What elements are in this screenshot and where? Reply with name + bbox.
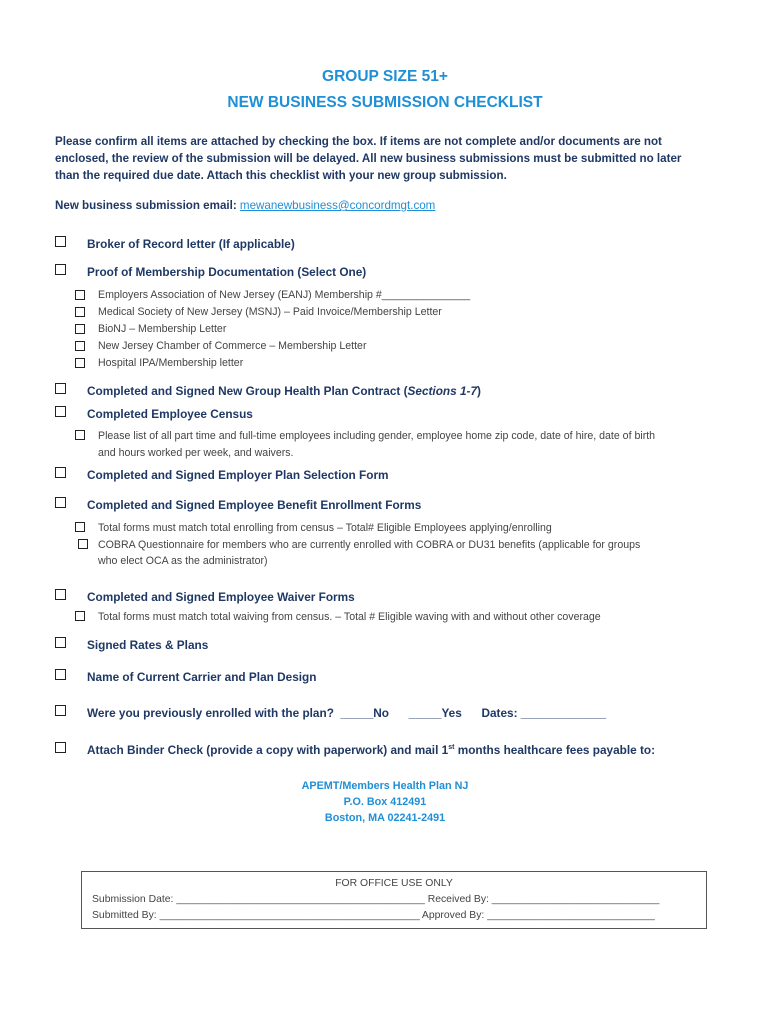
contract-close: ) [477,384,481,398]
census-sub-checkbox[interactable] [75,430,85,440]
enrollment-sub-2b: who elect OCA as the administrator) [98,555,268,567]
bionj-checkbox[interactable] [75,324,85,334]
census-item: Completed Employee Census [87,407,253,421]
census-checkbox[interactable] [55,406,66,417]
selection-checkbox[interactable] [55,467,66,478]
enrolled-question: Were you previously enrolled with the plan? _____No _____Yes Dates: _____________ [87,706,607,720]
eanj-checkbox[interactable] [75,290,85,300]
intro-line-1: Please confirm all items are attached by checking the box. If items are not complete and/or documents are not [55,135,662,148]
waiver-item: Completed and Signed Employee Waiver Forms [87,590,355,604]
cobra-checkbox[interactable] [78,539,88,549]
title-line-2: NEW BUSINESS SUBMISSION CHECKLIST [227,94,543,111]
contract-text: Completed and Signed New Group Health Plan Contract ( [87,384,408,398]
carrier-item: Name of Current Carrier and Plan Design [87,670,317,684]
enrollment-sub-2a: COBRA Questionnaire for members who are currently enrolled with COBRA or DU31 benefits (applicable for groups [98,539,641,551]
email-line [55,199,435,212]
email-link[interactable]: mewanewbusiness@concordmgt.com [239,199,436,212]
binder-text-a: Attach Binder Check (provide a copy with paperwork) and mail 1 [87,743,449,757]
office-use-header: FOR OFFICE USE ONLY [335,878,453,889]
intro-line-2: enclosed, the review of the submission will be delayed. All new business submissions must be submitted no later [55,152,682,165]
waiver-checkbox[interactable] [55,589,66,600]
broker-item: Broker of Record letter (If applicable) [87,237,295,251]
enrollment-sub-1: Total forms must match total enrolling from census – Total# Eligible Employees applying/enrolling [98,522,552,534]
binder-item [87,743,655,757]
membership-checkbox[interactable] [55,264,66,275]
address-line-2: P.O. Box 412491 [343,796,427,808]
membership-sub-hospital: Hospital IPA/Membership letter [98,357,244,369]
contract-sections: Sections 1-7 [407,384,478,398]
rates-item: Signed Rates & Plans [87,638,209,652]
title-line-1: GROUP SIZE 51+ [322,68,448,85]
address-line-1: APEMT/Members Health Plan NJ [301,780,469,792]
office-row-submission: Submission Date: ___________________________________________ Received By: _____________________________ [92,894,660,905]
contract-item [87,384,481,398]
intro-line-3: than the required due date. Attach this checklist with your new group submission. [55,169,507,182]
hospital-ipa-checkbox[interactable] [75,358,85,368]
broker-checkbox[interactable] [55,236,66,247]
office-use-box [81,871,707,929]
membership-sub-msnj: Medical Society of New Jersey (MSNJ) – Paid Invoice/Membership Letter [98,306,442,318]
membership-item: Proof of Membership Documentation (Select One) [87,265,367,279]
membership-sub-eanj: Employers Association of New Jersey (EANJ) Membership #_______________ [98,289,471,301]
enrollment-sub-checkbox-1[interactable] [75,522,85,532]
enrollment-item: Completed and Signed Employee Benefit Enrollment Forms [87,498,422,512]
enrollment-checkbox[interactable] [55,497,66,508]
binder-checkbox[interactable] [55,742,66,753]
binder-superscript: st [448,744,455,752]
enrolled-checkbox[interactable] [55,705,66,716]
waiver-sub: Total forms must match total waiving from census. – Total # Eligible waving with and without other coverage [98,611,601,623]
chamber-checkbox[interactable] [75,341,85,351]
msnj-checkbox[interactable] [75,307,85,317]
membership-sub-bionj: BioNJ – Membership Letter [98,323,227,335]
binder-text-b: months healthcare fees payable to: [454,743,656,757]
waiver-sub-checkbox[interactable] [75,611,85,621]
carrier-checkbox[interactable] [55,669,66,680]
census-sub-line-1: Please list of all part time and full-time employees including gender, employee home zip code, date of hire, date of birth [98,430,656,442]
address-line-3: Boston, MA 02241-2491 [324,812,446,824]
contract-checkbox[interactable] [55,383,66,394]
email-label: New business submission email: [55,199,240,212]
rates-checkbox[interactable] [55,637,66,648]
selection-item: Completed and Signed Employer Plan Selection Form [87,468,389,482]
membership-sub-chamber: New Jersey Chamber of Commerce – Membership Letter [98,340,367,352]
census-sub-line-2: and hours worked per week, and waivers. [98,447,294,459]
office-row-submitted: Submitted By: _____________________________________________ Approved By: _____________________________ [92,910,655,921]
